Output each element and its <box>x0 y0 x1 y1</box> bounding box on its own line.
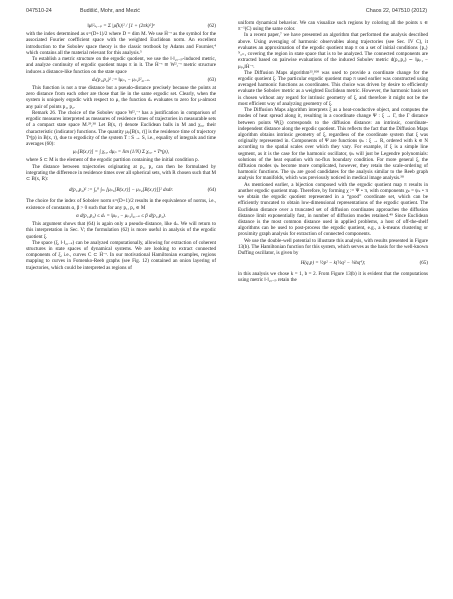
paragraph: The space (ξ, ‖·‖₂,₋ₛ) can be analyzed computationally, allowing for extraction of coherent structures in state spaces of dynamical systems. We are looking to extract connected components of ξ, i.e., curves C ⊂ Ḣ⁻ˢ. In our motivational Hamiltonian examples, regions mapping to curves in Fomenko-Reeb graphs (see Fig. 12) contained an onion layering of trajectories, which could be interpreted as regions of <box>26 239 216 271</box>
equation-64 <box>26 184 216 196</box>
right-column <box>238 20 428 283</box>
paragraph: with the index determined as s=(D+1)/2 where D = dim M. We use Ḣ⁻ˢ as the symbol for the associated Fourier coefficient space with the weighted Euclidean norm. An excellent introduction to the Sobolev space theory is the classic textbook by Adams and Fournier,⁴ which contains all the material relevant for this analysis.⁵ <box>26 31 216 56</box>
paragraph: We use the double-well potential to illustrate this analysis, with results presented in Figure 13(b). The Hamiltonian function for this system, which serves as the basis for the well-known Duffing oscillator, is given by <box>238 237 428 257</box>
journal-citation: Chaos 22, 047510 (2012) <box>365 8 427 14</box>
equation-62-body: ‖μ‖²ₛ,₋ₚ = Σ |μ̂(k)|² / [1 + (2πk)²]ᵖ <box>87 23 155 29</box>
paragraph: The Diffusion Maps algorithm interprets ξ as a heat-conductive object, and computes the modes of heat spread along it, resulting in a coordinate change Ψ : ξ → Γ, the Γ distance between points Ψ(ξ) corresponds to the diffusion distance: an intrinsic, coordinate-independent distance along the ergodic quotient. This reflects the fact that the Diffusion Maps algorithm obtains intrinsic geometry of ξ, regardless of the coordinate system that ξ was originally represented in. Components of Ψ are functions ψₖ : ξ → R, ordered with k ∈ N according to the spatial scales over which they vary. For example, if ξ is a simple line segment, as it is the case for the harmonic oscillator, ψₖ will just be Legendre polynomials: solutions of the heat equation with no-flux boundary condition. For more general ξ, the diffusion modes ψₖ become more complicated, however, they retain the scale-ordering of harmonic functions. The ψₖ are good candidates for the analysis similar to the Reeb graph analysis for manifolds, which was previously noticed in medical image analysis.³⁰ <box>238 107 428 182</box>
paragraph: In a recent paper,⁷ we have presented an algorithm that performed the analysis described above. Using averaging of harmonic observables along trajectories (see Sec. IV C), it evaluates an approximation of the ergodic quotient map π on a set of initial conditions {pₐ}ᴺₐ₌₁ covering the region in state space that is to be analyzed. The connected components are extracted based on pairwise evaluations of the induced Sobolev metric d(p₁,p₂) ∼ ‖μₚ₁ − μₚ₂‖Ḣ⁻ˢ. <box>238 32 428 70</box>
paragraph: The choice for the index of Sobolev norm s=(D+1)/2 results in the equivalence of norms, i.e., existence of constants α, β > 0 such that for any p₁, p₂ ∈ M <box>26 198 216 211</box>
equation-62 <box>26 23 216 29</box>
left-column <box>26 20 216 271</box>
equation-63-number: (63) <box>207 76 216 83</box>
equation-residence-time-body: μₚ[B(x,r)] = ∫ χₓ,ᵣ dμₚ = lim (1/N) Σ χₓ,ᵣ ∘ Tⁿ(p), <box>73 149 169 156</box>
equation-norm-equivalence <box>26 213 216 219</box>
paragraph: where S ⊂ M is the element of the ergodic partition containing the initial condition p. <box>26 157 199 164</box>
equation-63-body: dₛ(p₁,p₂)² := ‖μₚ₁ − μₚ₂‖²₂,₋ₛ. <box>91 76 151 83</box>
equation-65-number: (65) <box>419 260 428 267</box>
paragraph: As mentioned earlier, a bijection composed with the ergodic quotient map π results in another ergodic quotient map. Therefore, by forming χ := Ψ ∘ π, with components χₖ = ψₖ ∘ π we obtain the ergodic quotient represented in a “good” coordinate set, which can be efficiently truncated to obtain low-dimensional representations of the ergodic quotient. The Euclidean distance over a truncated set of diffusion coordinates approaches the diffusion distance limit exponentially fast, in number of diffusion modes retained.⁴⁹ Since Euclidean distance is the most common distance used in applied problems, a host of off-the-shelf algorithms can be used to post-process the ergodic quotient, e.g., a k-means clustering or proximity graph analysis for extraction of connected components. <box>238 181 428 238</box>
paragraph: To establish a metric structure on the ergodic quotient, we use the ‖·‖₂,₋ₚ-induced metric, and analyze continuity of ergodic quotient maps π in it. The Ḣ⁻ˢ ≅ W²,⁻ˢ metric structure induces a distance-like function on the state space <box>26 56 216 75</box>
page-number: 047510-24 <box>26 8 52 14</box>
paragraph: This function is not a true distance but a pseudo-distance precisely because the points at zero distance from each other are those that lie in the same ergodic set. Clearly, when the system is uniquely ergodic with respect to μ, the function dₛ evaluates to zero for μ-almost any pair of points p₁, p₂. <box>26 84 216 110</box>
equation-65 <box>238 260 428 266</box>
authors: Budišić, Mohr, and Mezić <box>80 8 140 14</box>
equation-62-number: (62) <box>207 23 216 29</box>
paragraph: The Diffusion Maps algorithm²³,¹⁰⁸ was used to provide a coordinate change for the ergodic quotient ξ. The particular ergodic quotient map π used earlier was constructed using averaged harmonic functions as coordinates. This choice was driven by desire to efficiently evaluate the Sobolev metric as a weighted Euclidean metric. However, the harmonic basis set is chosen without any regard for intrinsic geometry of ξ, and therefore it might not be the most efficient way of analyzing geometry of ξ. <box>238 69 428 107</box>
paragraph: This argument shows that (64) is again only a pseudo-distance, like dₛ. We will return to this interpretation in Sec. V; the formulation (62) is more useful in analysis of the ergodic quotient ξ. <box>26 221 216 240</box>
paragraph: uniform dynamical behavior. We can visualize such regions by coloring all the points x ∈ π⁻¹(C) using the same color. <box>238 20 428 33</box>
equation-63 <box>26 77 216 83</box>
paragraph: The distance between trajectories originating at p₁, p₂ can then be formulated by integrating the difference in residence times over all spherical sets, with R chosen such that M ⊂ B(x, R): <box>26 163 216 183</box>
equation-residence-time <box>26 149 216 155</box>
equation-64-number: (64) <box>207 187 216 194</box>
equation-64-body: d(p₁,p₂)² := ∫₀ᴿ ∫ₘ [μₚ₁[B(x,r)] − μₚ₂[B(x,r)]]² dxdr. <box>68 187 174 194</box>
running-header <box>26 8 427 18</box>
equation-65-body: H(q,p) = ½p² − k(½q² − ¼hq⁴); <box>300 260 366 267</box>
paragraph: Remark 26. The choice of the Sobolev space W²,⁻ˢ has a justification in comparison of ergodic measures interpreted as measures of residence times of trajectories in measurable sets of a compact state space M.²⁹,³⁰ Let B(x, r) denote Euclidean balls in M and χₓ,ᵣ their characteristic (indicator) functions. The quantity μₚ[B(x, r)] is the residence time of trajectory Tⁿ(p) in B(x, r), due to ergodicity of the system T : S → S, i.e., equality of integrals and time averages (60): <box>26 109 216 147</box>
equation-norm-equivalence-body: α d(p₁,p₂) ≤ dₛ = ‖μₚ₁ − μₚ₂‖₂,₋ₛ ≤ β d(p₁,p₂). <box>76 212 166 219</box>
paragraph: in this analysis we chose k = 1, b = 2. From Figure 13(b) it is evident that the computations using metric ‖·‖₂,₋ₚ retain the <box>238 270 428 283</box>
